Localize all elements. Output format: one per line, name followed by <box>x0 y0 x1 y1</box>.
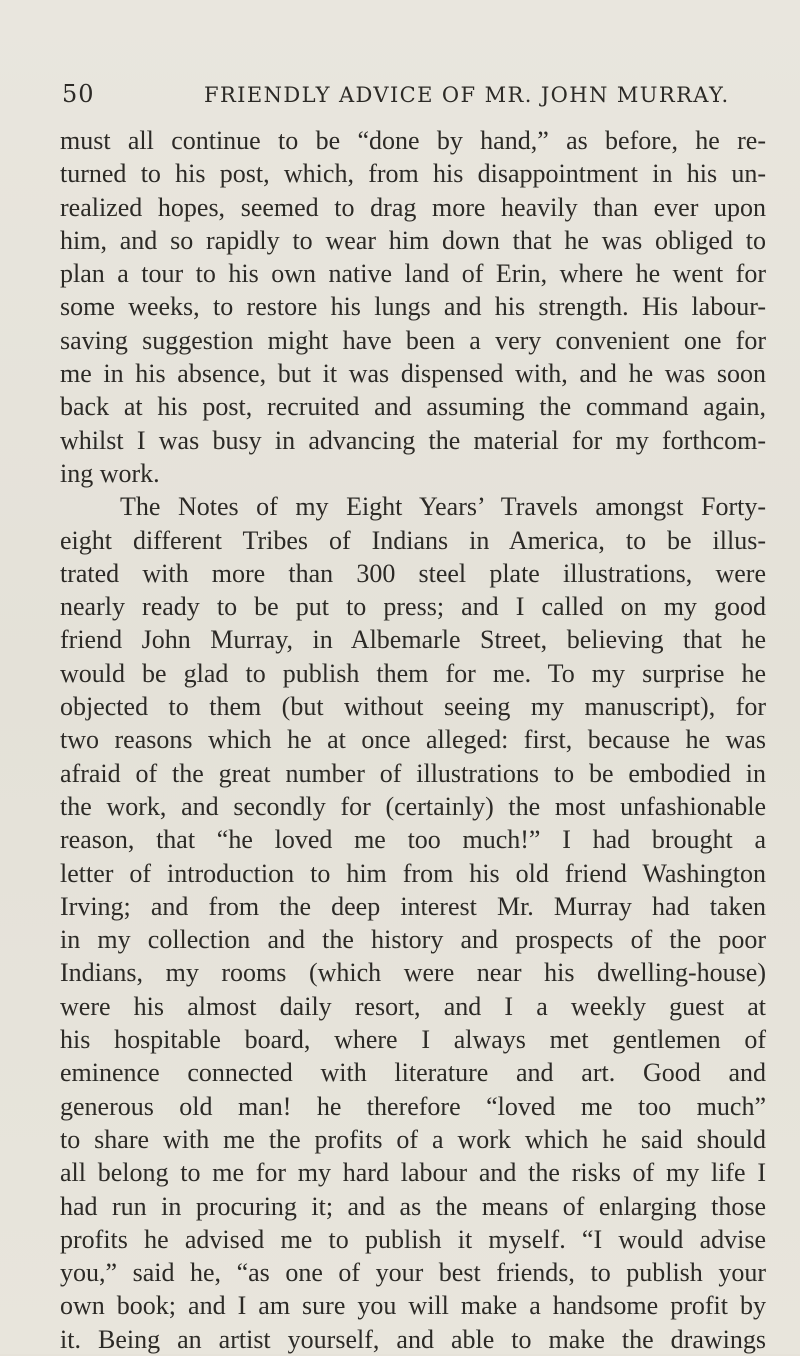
text-line: you,” said he, “as one of your best friends, to publish your <box>60 1258 766 1288</box>
text-line: it. Being an artist yourself, and able to make the drawings <box>60 1324 766 1354</box>
text-line: him, and so rapidly to wear him down that he was obliged to <box>60 225 766 255</box>
running-head <box>62 80 762 110</box>
text-line: would be glad to publish them for me. To my surprise he <box>60 658 766 688</box>
text-line: profits he advised me to publish it myself. “I would advise <box>60 1224 766 1254</box>
text-line: nearly ready to be put to press; and I called on my good <box>60 592 766 622</box>
text-line: all belong to me for my hard labour and the risks of my life I <box>60 1158 766 1188</box>
text-line: whilst I was busy in advancing the material for my forthcom- <box>60 425 766 455</box>
text-line: ing work. <box>60 458 160 488</box>
text-line: realized hopes, seemed to drag more heavily than ever upon <box>60 192 766 222</box>
text-line: friend John Murray, in Albemarle Street, believing that he <box>60 625 766 655</box>
text-line: turned to his post, which, from his disappointment in his un- <box>60 159 766 189</box>
text-line: in my collection and the history and prospects of the poor <box>60 925 766 955</box>
text-line: Irving; and from the deep interest Mr. Murray had taken <box>60 891 766 921</box>
text-line: to share with me the profits of a work which he said should <box>60 1124 766 1154</box>
text-line: letter of introduction to him from his old friend Washington <box>60 858 766 888</box>
body-text <box>60 124 766 1356</box>
text-line: two reasons which he at once alleged: first, because he was <box>60 725 766 755</box>
text-line: Indians, my rooms (which were near his dwelling-house) <box>60 958 766 988</box>
text-line: must all continue to be “done by hand,” as before, he re- <box>60 126 766 155</box>
text-line: had run in procuring it; and as the means of enlarging those <box>60 1191 766 1221</box>
text-line: generous old man! he therefore “loved me too much” <box>60 1091 766 1121</box>
running-head-title: FRIENDLY ADVICE OF MR. JOHN MURRAY. <box>204 83 730 107</box>
text-line: objected to them (but without seeing my manuscript), for <box>60 692 766 722</box>
text-line: afraid of the great number of illustrations to be embodied in <box>60 758 766 788</box>
text-line: saving suggestion might have been a very convenient one for <box>60 325 766 355</box>
text-line: own book; and I am sure you will make a handsome profit by <box>60 1291 766 1321</box>
text-line: trated with more than 300 steel plate illustrations, were <box>60 558 766 588</box>
text-line: were his almost daily resort, and I a weekly guest at <box>60 991 766 1021</box>
text-line: back at his post, recruited and assuming the command again, <box>60 392 766 422</box>
text-line: reason, that “he loved me too much!” I had brought a <box>60 825 766 855</box>
text-line: the work, and secondly for (certainly) the most unfashionable <box>60 791 766 821</box>
paragraph-first-line: The Notes of my Eight Years’ Travels amongst Forty- <box>120 492 766 522</box>
text-line: some weeks, to restore his lungs and his strength. His labour- <box>60 292 766 322</box>
text-line: eight different Tribes of Indians in America, to be illus- <box>60 525 766 555</box>
page-number: 50 <box>62 80 95 108</box>
text-line: plan a tour to his own native land of Erin, where he went for <box>60 259 766 289</box>
text-line: me in his absence, but it was dispensed with, and he was soon <box>60 359 766 389</box>
text-line: eminence connected with literature and art. Good and <box>60 1058 766 1088</box>
text-line: his hospitable board, where I always met gentlemen of <box>60 1025 766 1055</box>
